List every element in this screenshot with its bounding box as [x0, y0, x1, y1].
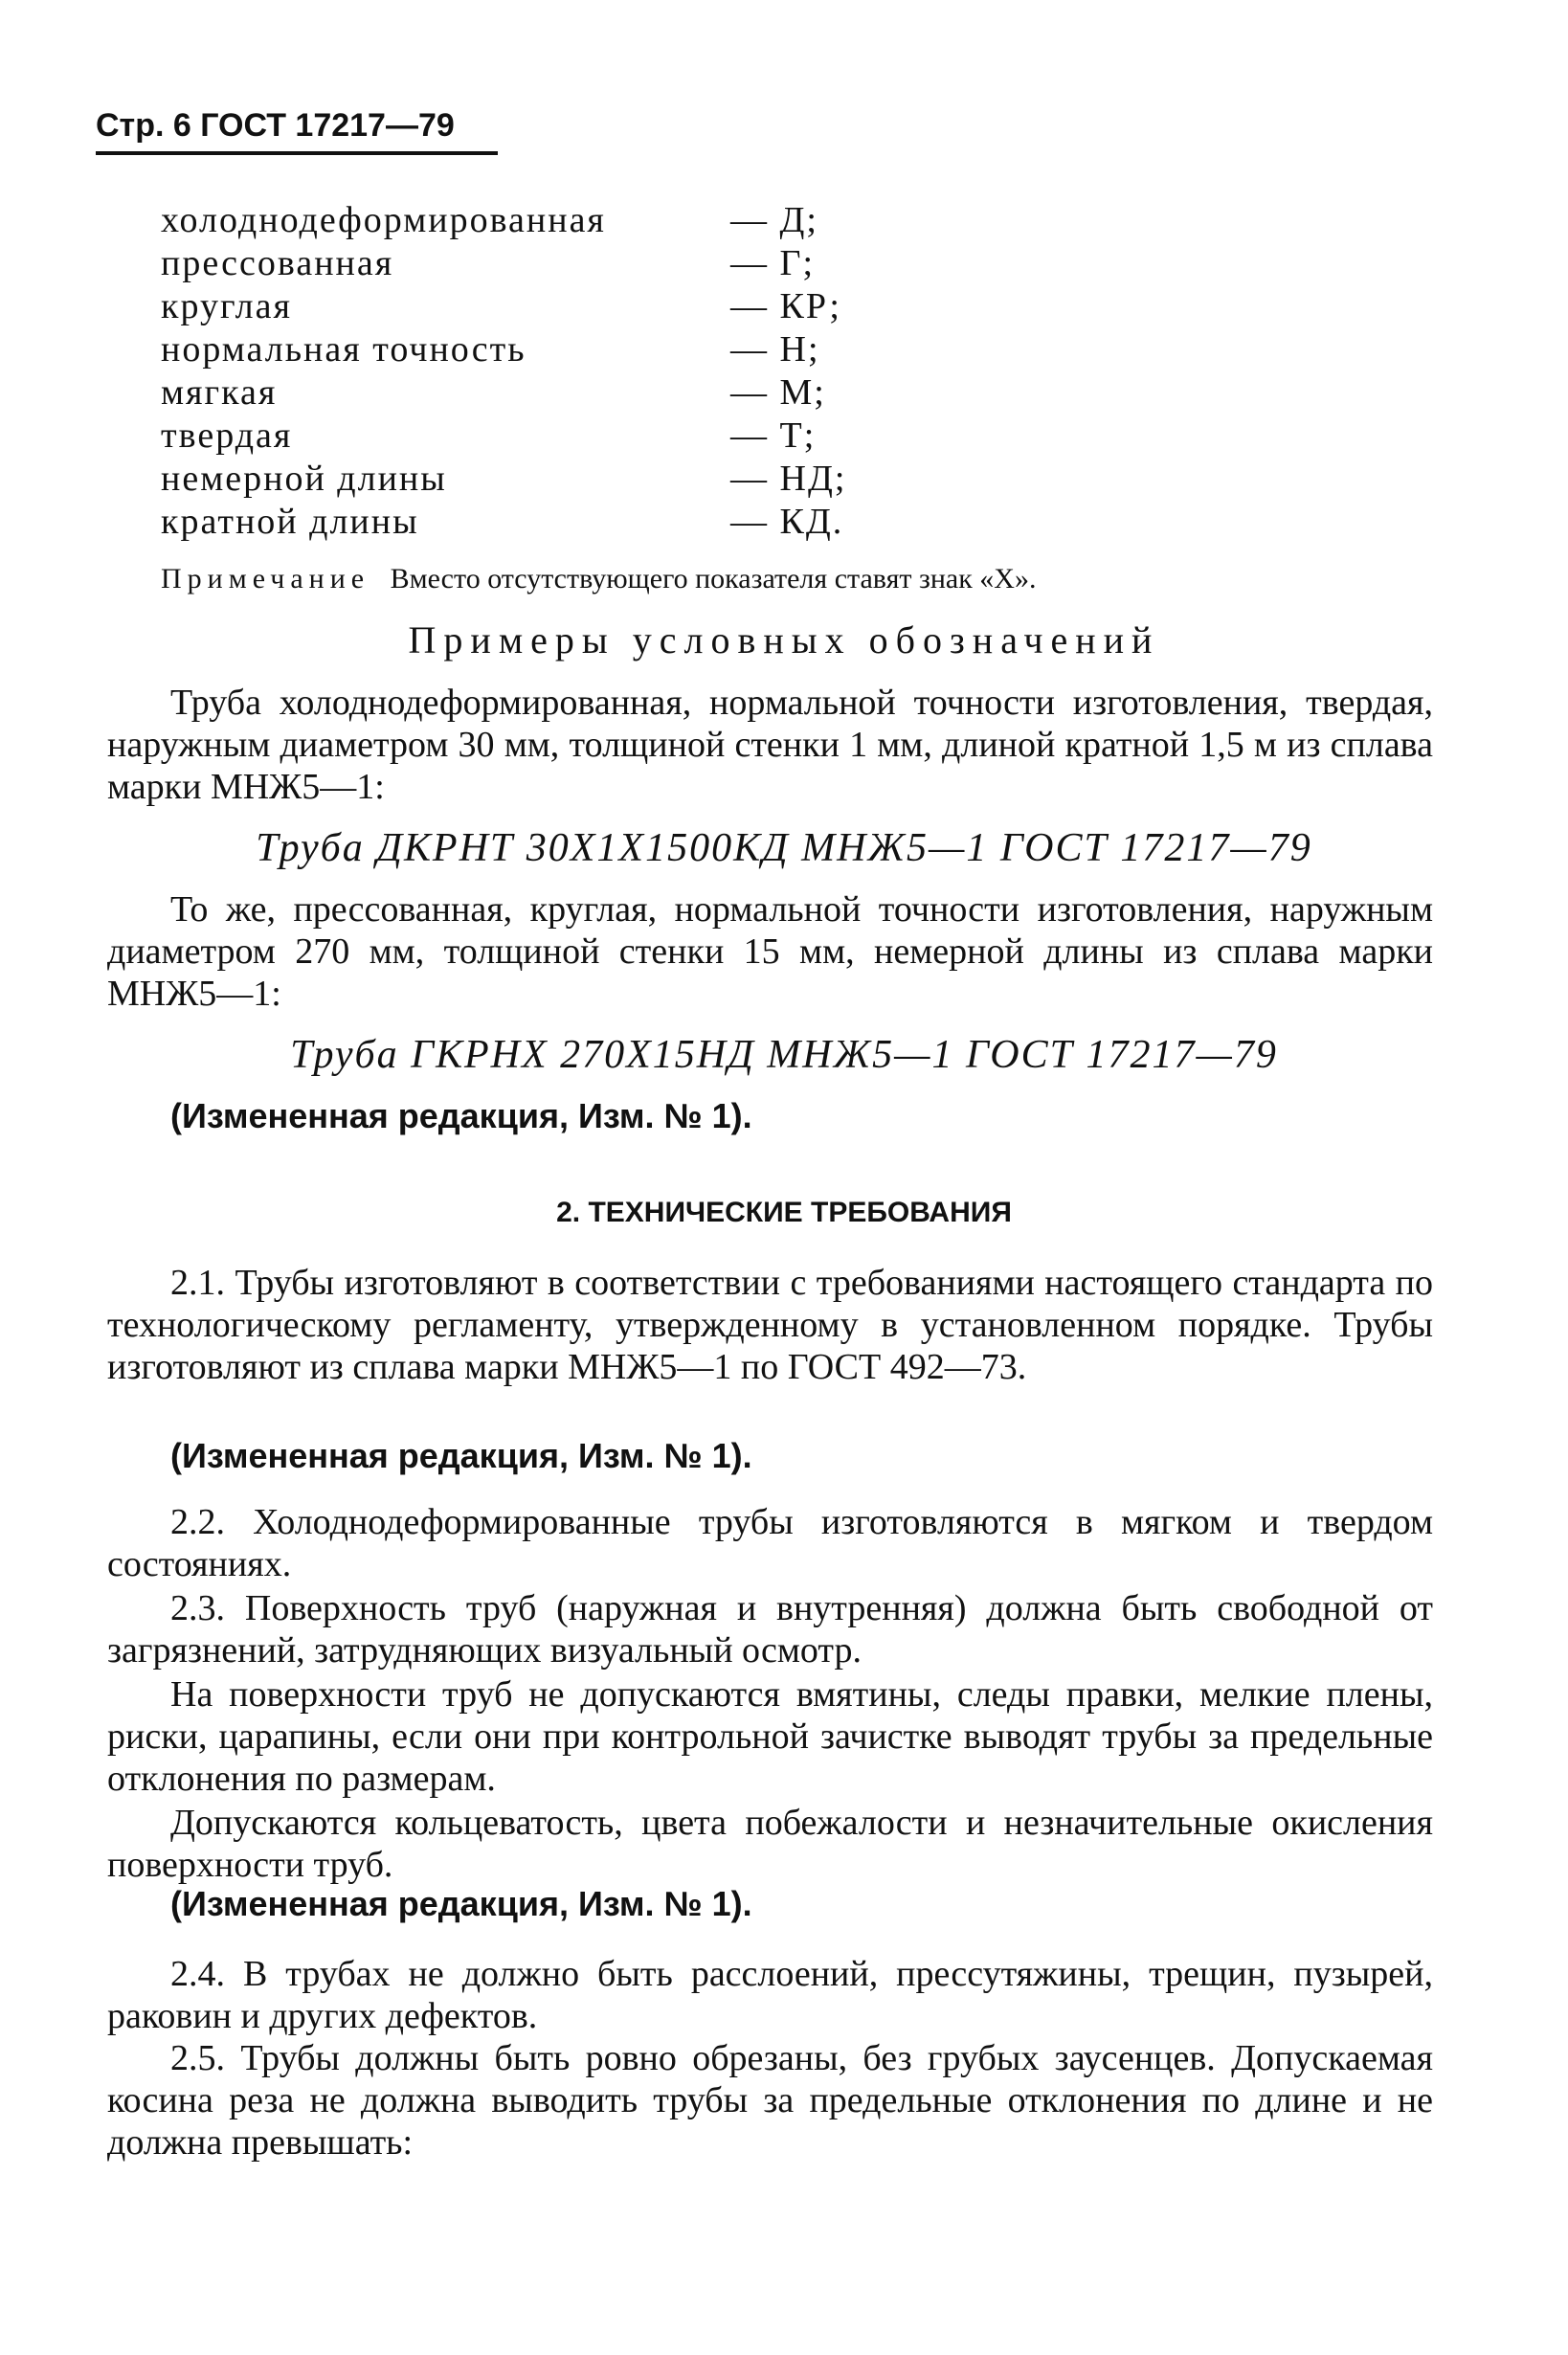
abbreviation-code: — Г;	[730, 243, 816, 283]
abbreviation-term: кратной длины	[161, 502, 419, 542]
abbreviation-term: прессованная	[161, 243, 394, 283]
example1-text: Труба холоднодеформированная, нормальной точности изготовления, твердая, наружным диаметром 30 мм, толщиной стенки 1 мм, длиной кратной 1,5 м из сплава марки МНЖ5—1:	[107, 683, 1433, 807]
example2-designation: Труба ГКРНХ 270Х15НД МНЖ5—1 ГОСТ 17217—79	[290, 1033, 1278, 1077]
abbreviation-code: — М;	[730, 372, 826, 413]
paragraph-2-3: 2.3. Поверхность труб (наружная и внутренняя) должна быть свободной от загрязнений, затрудняющих визуальный осмотр.	[107, 1588, 1433, 1671]
abbreviation-row	[161, 415, 846, 458]
abbreviation-list	[161, 199, 846, 544]
note-text: Вместо отсутствующего показателя ставят знак «Х».	[390, 563, 1037, 594]
abbreviation-row	[161, 242, 846, 285]
page-header	[96, 107, 498, 153]
amendment-note-2: (Измененная редакция, Изм. № 1).	[170, 1436, 752, 1475]
amendment-note-3: (Измененная редакция, Изм. № 1).	[170, 1884, 752, 1923]
header-rule	[96, 151, 498, 155]
abbreviation-term: холоднодеформированная	[161, 200, 606, 240]
abbreviation-code: — Н;	[730, 329, 820, 370]
example2-text: То же, прессованная, круглая, нормальной точности изготовления, наружным диаметром 270 мм, толщиной стенки 15 мм, немерной длины из сплава марки МНЖ5—1:	[107, 889, 1433, 1014]
abbreviation-row	[161, 371, 846, 415]
example1-designation: Труба ДКРНТ 30Х1Х1500КД МНЖ5—1 ГОСТ 17217—79	[256, 826, 1312, 870]
paragraph-2-1: 2.1. Трубы изготовляют в соответствии с требованиями настоящего стандарта по технологическому регламенту, утвержденному в установленном порядке. Трубы изготовляют из сплава марки МНЖ5—1 по ГОСТ 492—73.	[107, 1263, 1433, 1387]
paragraph-2-4: 2.4. В трубах не должно быть расслоений, прессутяжины, трещин, пузырей, раковин и других дефектов.	[107, 1954, 1433, 2036]
paragraph-2-3-b: На поверхности труб не допускаются вмятины, следы правки, мелкие плены, риски, царапины, если они при контрольной зачистке выводят трубы за предельные отклонения по размерам.	[107, 1674, 1433, 1799]
abbreviation-row	[161, 285, 846, 328]
note	[161, 563, 1036, 595]
abbreviation-code: — Т;	[730, 415, 817, 456]
paragraph-2-5: 2.5. Трубы должны быть ровно обрезаны, без грубых заусенцев. Допускаемая косина реза не должна выводить трубы за предельные отклонения по длине и не должна превышать:	[107, 2038, 1433, 2163]
abbreviation-code: — КР;	[730, 286, 841, 326]
abbreviation-term: твердая	[161, 415, 293, 456]
abbreviation-row	[161, 328, 846, 371]
abbreviation-term: нормальная точность	[161, 329, 526, 370]
abbreviation-term: мягкая	[161, 372, 278, 413]
abbreviation-row	[161, 199, 846, 242]
abbreviation-term: немерной длины	[161, 459, 447, 499]
paragraph-2-3-c: Допускаются кольцеватость, цвета побежалости и незначительные окисления поверхности труб.	[107, 1803, 1433, 1885]
abbreviation-row	[161, 501, 846, 544]
amendment-note-1: (Измененная редакция, Изм. № 1).	[170, 1096, 752, 1135]
section-title: 2. ТЕХНИЧЕСКИЕ ТРЕБОВАНИЯ	[556, 1197, 1012, 1228]
abbreviation-term: круглая	[161, 286, 292, 326]
note-label: Примечание	[161, 563, 370, 594]
paragraph-2-2: 2.2. Холоднодеформированные трубы изготовляются в мягком и твердом состояниях.	[107, 1502, 1433, 1584]
abbreviation-code: — Д;	[730, 200, 818, 240]
examples-heading: Примеры условных обозначений	[408, 618, 1160, 662]
abbreviation-code: — НД;	[730, 459, 847, 499]
abbreviation-row	[161, 458, 846, 501]
page-header-title: Стр. 6 ГОСТ 17217—79	[96, 107, 455, 144]
abbreviation-code: — КД.	[730, 502, 844, 542]
